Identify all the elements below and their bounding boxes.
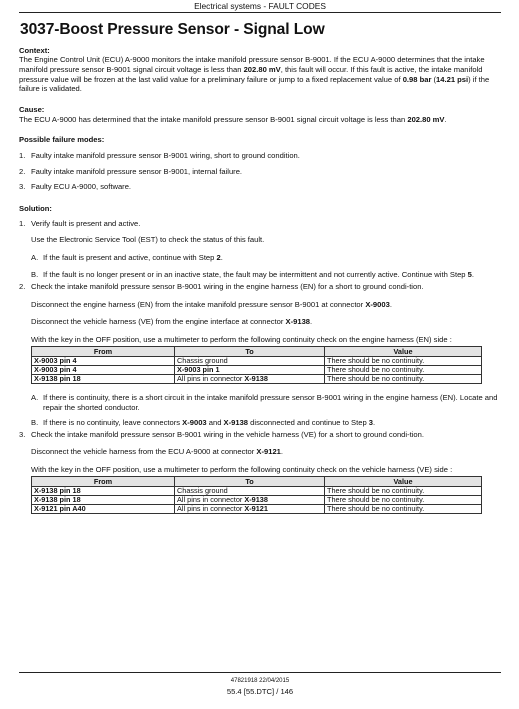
table-row: X-9138 pin 18 Chassis ground There should be no continuity. [32, 486, 482, 495]
fault-title: 3037-Boost Pressure Sensor - Signal Low [20, 21, 325, 38]
document-id: 47821918 22/04/2015 [230, 678, 290, 684]
step-1-option-a: A. If the fault is present and active, continue with Step 2. [31, 252, 223, 262]
failure-modes-list [19, 151, 501, 192]
footer-rule [19, 672, 501, 673]
solution-section [19, 204, 501, 514]
step-1-detail: Use the Electronic Service Tool (EST) to check the status of this fault. [31, 235, 265, 245]
step-3-instructions: With the key in the OFF position, use a multimeter to perform the following continuity check on the vehicle harness (VE) side : [31, 465, 453, 475]
column-header-from: From [32, 346, 175, 356]
continuity-table-vehicle [31, 476, 482, 514]
failure-modes-label: Possible failure modes: [19, 135, 105, 145]
context-section [19, 46, 501, 94]
step-2: 2. Check the intake manifold pressure sensor B-9001 wiring in the engine harness (EN) for a short to ground condi-tion. [19, 282, 424, 292]
column-header-value: Value [325, 346, 482, 356]
step-2-instructions: With the key in the OFF position, use a multimeter to perform the following continuity check on the engine harness (EN) side : [31, 334, 452, 344]
list-item: 3. Faulty ECU A-9000, software. [19, 182, 132, 192]
step-2-disconnect-engine: Disconnect the engine harness (EN) from the intake manifold pressure sensor B-9001 at connector X-9003. [31, 299, 392, 309]
page [19, 0, 501, 523]
list-item: 2. Faulty intake manifold pressure sensor B-9001, internal failure. [19, 166, 243, 176]
header-rule [19, 12, 501, 13]
context-label: Context: [19, 45, 50, 55]
list-item: 1. Faulty intake manifold pressure sensor B-9001 wiring, short to ground condition. [19, 150, 300, 160]
table-row: X-9003 pin 4 X-9003 pin 1 There should be no continuity. [32, 365, 482, 374]
cause-section [19, 105, 501, 124]
running-header: Electrical systems - FAULT CODES [194, 1, 326, 11]
column-header-to: To [175, 476, 325, 486]
table-row: X-9138 pin 18 All pins in connector X-9138 There should be no continuity. [32, 495, 482, 504]
cause-label: Cause: [19, 105, 45, 114]
context-text: The Engine Control Unit (ECU) A-9000 monitors the intake manifold pressure sensor B-9001. If the ECU A-9000 determines that the intake manifold pressure sensor B-9001 signal circuit voltage is less than 202.80 mV, this fault will occur. If this fault is active, the intake manifold pressure value will be frozen at the last valid value for a preliminary failure or jump to a fixed replacement value of 0.98 bar (14.21 psi) if the failure is validated. [19, 55, 490, 94]
failure-modes-section [19, 135, 501, 192]
column-header-value: Value [325, 476, 482, 486]
step-3-disconnect-ecu: Disconnect the vehicle harness from the ECU A-9000 at connector X-9121. [31, 447, 284, 457]
step-2-option-a: A. If there is continuity, there is a short circuit in the intake manifold pressure sensor B-9001 wiring in the engine harness (EN). Locate and repair the shorted conductor. [31, 392, 498, 412]
solution-label: Solution: [19, 203, 52, 213]
page-footer [19, 672, 501, 696]
column-header-to: To [175, 346, 325, 356]
column-header-from: From [32, 476, 175, 486]
step-1: 1. Verify fault is present and active. [19, 219, 141, 229]
step-3: 3. Check the intake manifold pressure sensor B-9001 wiring in the vehicle harness (VE) for a short to ground condi-tion. [19, 429, 424, 439]
step-1-option-b: B. If the fault is no longer present or in an inactive state, the fault may be intermittent and not currently active. Continue with Step 5. [31, 270, 474, 280]
page-number: 55.4 [55.DTC] / 146 [226, 686, 294, 696]
step-2-option-b: B. If there is no continuity, leave connectors X-9003 and X-9138 disconnected and continue to Step 3. [31, 418, 376, 428]
table-row: X-9138 pin 18 All pins in connector X-9138 There should be no continuity. [32, 374, 482, 383]
continuity-table-engine [31, 346, 482, 384]
table-row: X-9003 pin 4 Chassis ground There should be no continuity. [32, 356, 482, 365]
cause-text: The ECU A-9000 has determined that the intake manifold pressure sensor B-9001 signal circuit voltage is less than 202.80 mV. [19, 114, 447, 124]
table-row: X-9121 pin A40 All pins in connector X-9121 There should be no continuity. [32, 504, 482, 513]
step-2-disconnect-vehicle: Disconnect the vehicle harness (VE) from the engine interface at connector X-9138. [31, 317, 313, 327]
